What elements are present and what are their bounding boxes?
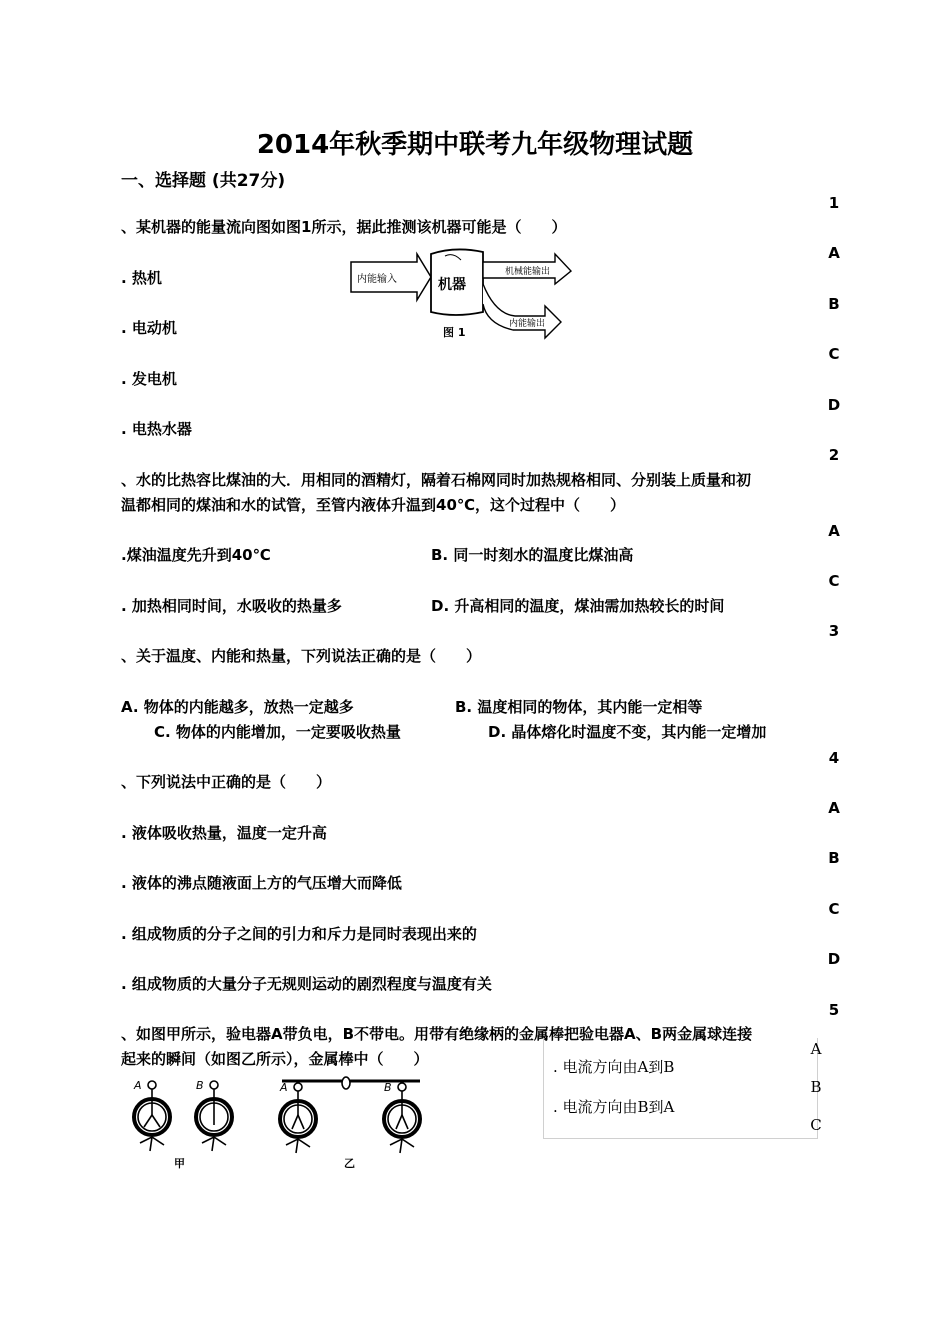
option-a: A. 物体的内能越多，放热一定越多 [121, 698, 354, 716]
option-d: D. 升高相同的温度，煤油需加热较长的时间 [431, 597, 725, 615]
option-letter: C [828, 900, 840, 918]
output-arrow-2 [483, 284, 561, 338]
figure-caption: 图 1 [443, 326, 466, 339]
option-letter: A [828, 522, 840, 540]
option-c: C. 物体的内能增加，一定要吸收热量 [154, 723, 401, 741]
option-text: . 液体的沸点随液面上方的气压增大而降低 [121, 874, 402, 892]
option-text: . 热机 [121, 269, 162, 287]
question-number: 4 [828, 749, 840, 767]
question-stem: 、下列说法中正确的是（ ） [121, 773, 332, 791]
label-b: B [384, 1081, 392, 1094]
figure-yi-caption: 乙 [344, 1157, 355, 1170]
input-label: 内能输入 [357, 274, 397, 285]
option-text: . 发电机 [121, 370, 177, 388]
figure-jia-caption: 甲 [174, 1157, 185, 1170]
label-a: A [280, 1081, 288, 1094]
page-title: 2014年秋季期中联考九年级物理试题 [256, 130, 694, 160]
option-letter: B [828, 295, 840, 313]
option-letter: B [828, 849, 840, 867]
question-stem: 、如图甲所示，验电器A带负电，B不带电。用带有绝缘柄的金属棒把验电器A、B两金属球连接 [121, 1025, 753, 1043]
electroscope-figure [120, 1075, 450, 1175]
output-label-2: 内能输出 [509, 319, 546, 329]
option-text: . 电动机 [121, 319, 177, 337]
question-stem: 起来的瞬间（如图乙所示），金属棒中（ ） [121, 1050, 429, 1068]
option-letter: D [827, 950, 841, 968]
option-letter: A [828, 799, 840, 817]
label-a: A [134, 1079, 142, 1092]
option-b: . 电流方向由B到A [553, 1098, 675, 1116]
output-label-1: 机械能输出 [505, 267, 551, 277]
option-letter: B [810, 1078, 822, 1096]
option-text: . 液体吸收热量，温度一定升高 [121, 824, 327, 842]
question-number: 5 [828, 1001, 840, 1019]
option-c: . 加热相同时间，水吸收的热量多 [121, 597, 342, 615]
machine-label: 机器 [438, 277, 466, 293]
option-a: .煤油温度先升到40℃ [121, 546, 271, 564]
option-text: . 组成物质的分子之间的引力和斥力是同时表现出来的 [121, 925, 477, 943]
options-box [543, 1038, 818, 1139]
energy-flow-figure [345, 244, 575, 344]
option-b: B. 温度相同的物体，其内能一定相等 [455, 698, 703, 716]
question-stem: 、关于温度、内能和热量，下列说法正确的是（ ） [121, 647, 482, 665]
question-stem: 温都相同的煤油和水的试管，至管内液体升温到40℃，这个过程中（ ） [121, 496, 626, 514]
option-a: . 电流方向由A到B [553, 1058, 675, 1076]
option-letter: C [810, 1116, 822, 1134]
option-letter: A [810, 1040, 822, 1058]
label-b: B [196, 1079, 204, 1092]
question-stem: 、某机器的能量流向图如图1所示，据此推测该机器可能是（ ） [121, 218, 567, 236]
option-b: B. 同一时刻水的温度比煤油高 [431, 546, 634, 564]
option-letter: D [827, 396, 841, 414]
option-letter: C [828, 345, 840, 363]
option-text: . 组成物质的大量分子无规则运动的剧烈程度与温度有关 [121, 975, 492, 993]
option-d: D. 晶体熔化时温度不变，其内能一定增加 [488, 723, 767, 741]
option-letter: C [828, 572, 840, 590]
question-number: 3 [828, 622, 840, 640]
question-number: 1 [828, 194, 840, 212]
option-letter: A [828, 244, 840, 262]
question-stem: 、水的比热容比煤油的大．用相同的酒精灯，隔着石棉网同时加热规格相同、分别装上质量和初 [121, 471, 752, 489]
option-text: . 电热水器 [121, 420, 192, 438]
question-number: 2 [828, 446, 840, 464]
section-heading: 一、选择题 (共27分) [121, 171, 286, 191]
